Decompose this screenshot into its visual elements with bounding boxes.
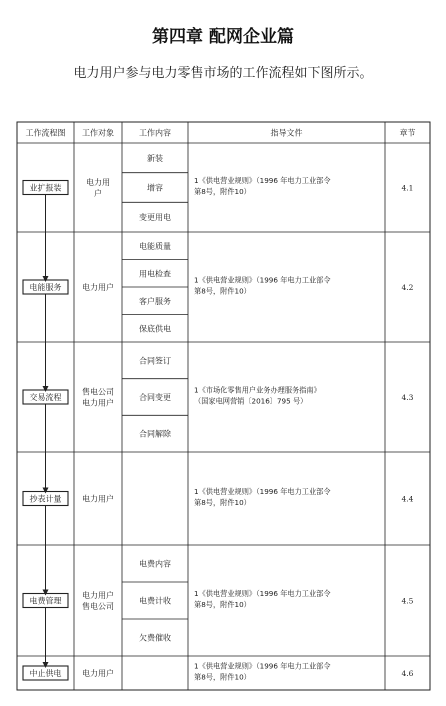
content-item: 保底供电	[139, 324, 171, 334]
content-item: 用电检查	[139, 269, 171, 279]
content-item: 电能质量	[139, 241, 171, 251]
object-line: 电力用户	[82, 494, 114, 504]
process-label: 交易流程	[29, 393, 62, 402]
doc-line: 1《供电营业规则》（1996 年电力工业部令	[194, 275, 331, 285]
content-item: 合同变更	[139, 393, 171, 402]
table-row	[23, 662, 414, 683]
content-item: 合同签订	[139, 356, 171, 366]
content-item: 新装	[147, 153, 163, 163]
content-item: 增容	[147, 183, 163, 193]
content-item: 变更用电	[139, 213, 171, 223]
content-item: 合同解除	[139, 429, 171, 439]
doc-line: 1《供电营业规则》（1996 年电力工业部令	[194, 176, 331, 185]
doc-line: 第8号，附件10）	[194, 672, 251, 682]
table-row	[23, 487, 414, 508]
process-label: 业扩报装	[29, 183, 62, 193]
process-label: 中止供电	[29, 669, 62, 678]
object-line: 电力用户	[82, 398, 114, 408]
header-cell: 工作内容	[139, 128, 171, 138]
doc-line: 1《供电营业规则》（1996 年电力工业部令	[194, 487, 331, 496]
content-item: 电费计收	[139, 596, 171, 606]
header-cell: 工作对象	[82, 128, 114, 138]
section-number: 4.2	[401, 283, 414, 292]
doc-line: 1《供电营业规则》（1996 年电力工业部令	[194, 589, 331, 598]
process-label: 电能服务	[29, 283, 62, 292]
table-row	[23, 559, 414, 643]
header-cell: 章节	[399, 128, 416, 138]
content-item: 电费内容	[139, 559, 171, 569]
object-line: 电力用户	[82, 283, 114, 292]
object-line: 售电公司	[82, 602, 114, 611]
header-cell: 指导文件	[270, 128, 303, 138]
doc-line: 第8号，附件10）	[194, 600, 251, 609]
process-label: 电费管理	[29, 596, 62, 606]
object-line: 电力用户	[82, 591, 114, 600]
object-line: 电力用	[86, 178, 110, 187]
object-line: 电力用户	[82, 669, 114, 678]
section-number: 4.6	[401, 669, 414, 678]
chapter-title: 第四章 配网企业篇	[152, 27, 294, 47]
doc-line: 第8号，附件10）	[194, 187, 251, 196]
object-line: 户	[94, 189, 102, 198]
content-item: 欠费催收	[139, 633, 171, 643]
process-label: 抄表计量	[29, 494, 62, 504]
content-item: 客户服务	[139, 296, 171, 306]
doc-line: （国家电网营销〔2016〕795 号）	[194, 396, 308, 406]
doc-line: 1《供电营业规则》（1996 年电力工业部令	[194, 661, 331, 671]
intro-text: 电力用户参与电力零售市场的工作流程如下图所示。	[73, 66, 373, 81]
table-row	[23, 355, 414, 438]
object-line: 售电公司	[82, 387, 114, 397]
section-number: 4.4	[401, 494, 414, 504]
section-number: 4.1	[401, 183, 414, 193]
header-cell: 工作流程图	[25, 128, 66, 138]
doc-line: 1《市场化零售用户业务办理服务指南》	[194, 385, 321, 395]
table-row	[23, 153, 413, 222]
doc-line: 第8号，附件10）	[194, 498, 251, 507]
doc-line: 第8号，附件10）	[194, 286, 251, 296]
section-number: 4.3	[401, 393, 414, 402]
table-row	[23, 241, 414, 334]
section-number: 4.5	[401, 596, 414, 606]
